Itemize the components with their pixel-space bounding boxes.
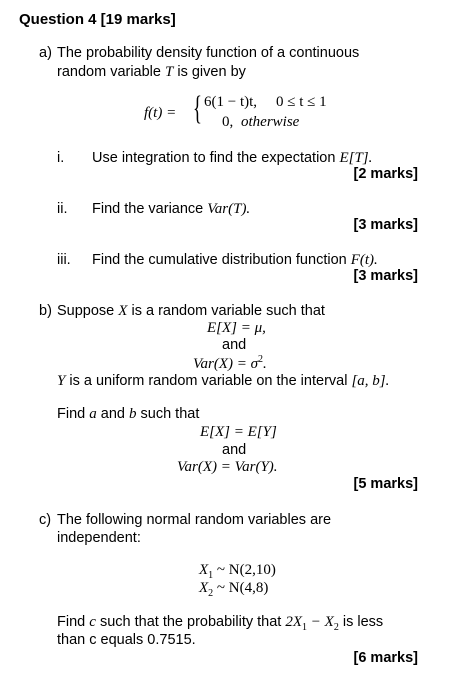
part-b-line1-post: is a random variable such that [127,303,325,319]
part-c-expr-minus: − X [307,614,334,630]
item-i-prompt: Use integration to find the expectation [92,150,340,166]
pdf-case2-cond: otherwise [241,114,300,130]
part-b-find-and: and [96,406,129,422]
part-b-eq2-end: . [263,356,267,372]
part-b-find-post: such that [136,406,200,422]
part-b-eq2-base: Var(X) = σ [193,356,259,372]
part-b-find-pre: Find [57,406,90,422]
part-c-x1 [199,562,276,581]
page-title: Question 4 [19 marks] [19,11,176,28]
part-c-x2 [199,580,268,599]
part-a-line2-pre: random variable [57,64,165,80]
part-c-last-line: than c equals 0.7515. [57,632,196,648]
item-i-text [92,150,372,167]
part-b-eq2 [193,354,267,373]
part-c-x1-sub: 1 [208,570,214,581]
part-b-label: b) [39,303,52,319]
part-c-label: c) [39,512,52,528]
part-c-x1-dist: ~ N(2,10) [213,562,276,578]
part-c-expr-a-sub: 1 [302,621,308,633]
part-c-expr-a: 2X [285,614,303,630]
part-a-line2-post: is given by [173,64,246,80]
part-b-find-b: b [129,406,137,422]
part-c-x2-sub: 2 [208,588,214,599]
item-iii-number: iii. [57,252,71,268]
item-iii-prompt: Find the cumulative distribution function [92,252,351,268]
part-b-find-line [57,406,199,423]
part-c-find-line [57,614,383,633]
item-ii-number: ii. [57,201,68,217]
item-ii-prompt: Find the variance [92,201,208,217]
item-iii-text [92,252,378,269]
item-i-marks: [2 marks] [353,166,418,182]
part-b-line2-text: is a uniform random variable on the interval [65,373,352,389]
part-b-marks: [5 marks] [353,476,418,492]
part-c-line1: The following normal random variables are [57,512,332,528]
part-b-eq3: E[X] = E[Y] [200,424,277,440]
part-c-find-pre: Find [57,614,90,630]
item-ii-math: Var(T). [207,201,251,217]
part-c-find-c: c [89,614,96,630]
pdf-brace: { [193,90,202,127]
part-a-var-t: T [165,64,174,80]
part-c-x2-var: X [199,580,209,596]
part-b-line1-pre: Suppose [57,303,119,319]
part-b-and2: and [222,442,247,458]
part-c-find-post: is less [338,614,384,630]
part-b-and1: and [222,337,247,353]
item-i-number: i. [57,150,65,166]
part-c-expr-b-sub: 2 [333,621,339,633]
part-b-line2 [57,373,389,390]
part-c-x2-dist: ~ N(4,8) [213,580,269,596]
part-b-eq1: E[X] = μ, [207,320,266,336]
part-b-interval: [a, b]. [351,373,390,389]
pdf-lhs: f(t) = [144,105,177,121]
part-c-marks: [6 marks] [353,650,418,666]
pdf-case1-cond: 0 ≤ t ≤ 1 [276,94,327,110]
part-b-eq4: Var(X) = Var(Y). [177,459,278,475]
item-iii-math: F(t). [350,252,378,268]
part-c-x1-var: X [199,562,209,578]
item-ii-marks: [3 marks] [353,217,418,233]
part-c-line2: independent: [57,530,141,546]
item-i-math: E[T]. [339,150,373,166]
part-b-var-y: Y [57,373,66,389]
part-b-eq2-sup: 2 [258,354,264,365]
item-ii-text [92,201,250,218]
part-b-var-x: X [118,303,128,319]
pdf-case2-expr: 0, [222,114,234,130]
part-c-find-mid: such that the probability that [95,614,286,630]
part-b-find-a: a [89,406,97,422]
pdf-case1-expr: 6(1 − t)t, [204,94,258,110]
part-a-label: a) [39,45,52,61]
part-a-line2 [57,64,246,81]
part-a-line1: The probability density function of a continuous [57,45,360,61]
item-iii-marks: [3 marks] [353,268,418,284]
part-b-line1 [57,303,325,320]
